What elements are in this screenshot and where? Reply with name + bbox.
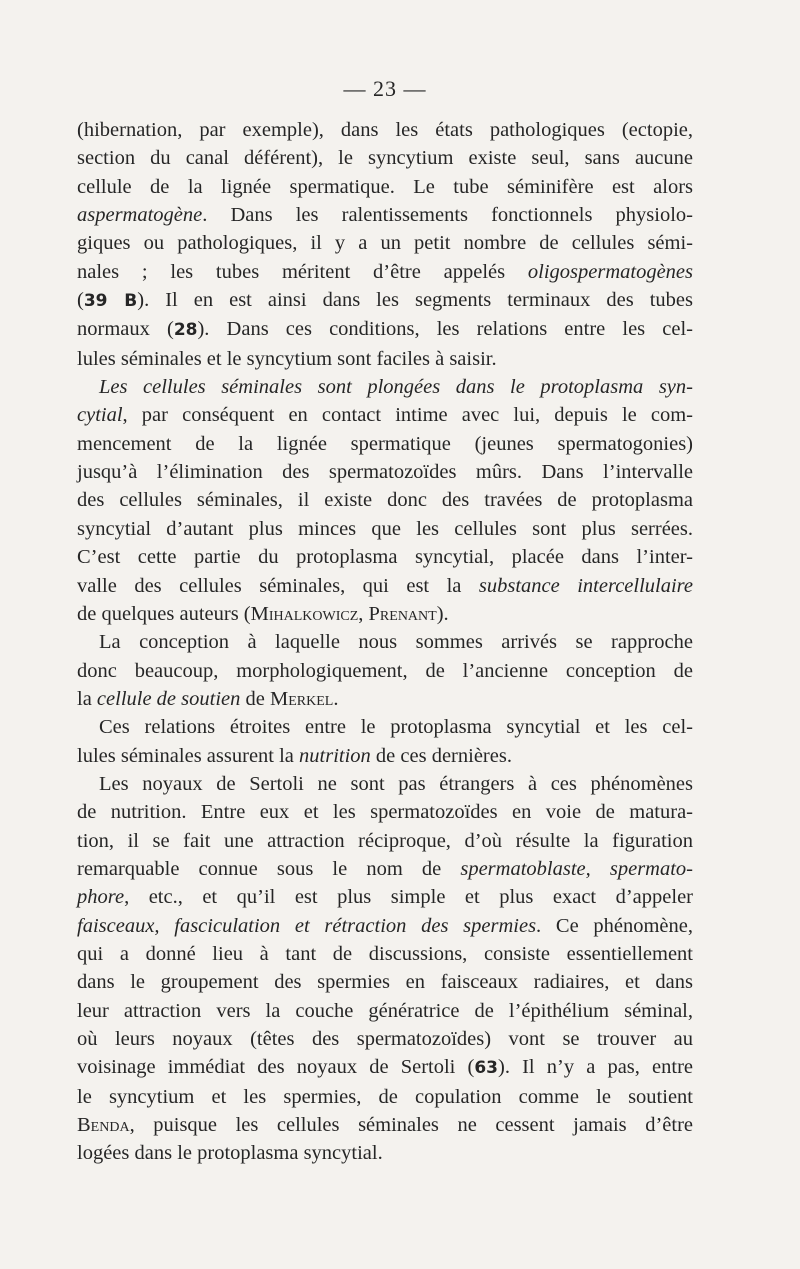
text-run: syncytial d’autant plus minces que les cellules sont plus serrées. — [77, 517, 693, 540]
text-run: dans le groupement des spermies en faisceaux radiaires, et dans — [77, 971, 693, 994]
author-name: Benda — [77, 1114, 130, 1137]
body-text — [77, 116, 693, 1168]
author-name: Prenant — [368, 602, 437, 625]
text-run: ). Dans ces conditions, les relations entre les cel- — [197, 318, 693, 341]
text-line — [77, 373, 693, 401]
text-line — [77, 798, 693, 826]
text-line — [77, 770, 693, 798]
text-run: C’est cette partie du protoplasma syncytial, placée dans l’inter- — [77, 546, 693, 569]
italic-term: cytial — [77, 404, 123, 427]
text-run: de quelques auteurs ( — [77, 602, 251, 625]
text-run: voisinage immédiat des noyaux de Sertoli ( — [77, 1056, 475, 1079]
text-run: La conception à laquelle nous sommes arrivés se rapproche — [99, 631, 693, 654]
text-line — [77, 201, 693, 229]
text-line — [77, 600, 693, 628]
text-run: nales ; les tubes méritent d’être appelés — [77, 260, 528, 283]
text-line — [77, 258, 693, 286]
figure-reference: 39 B — [83, 291, 138, 312]
text-line — [77, 315, 693, 344]
italic-term: faisceaux, fasciculation et rétraction des spermies — [77, 914, 537, 937]
italic-term: spermatoblaste, spermato- — [460, 857, 693, 880]
text-line — [77, 229, 693, 257]
text-run: jusqu’à l’élimination des spermatozoïdes mûrs. Dans l’intervalle — [77, 461, 693, 484]
text-run: Les noyaux de Sertoli ne sont pas étrangers à ces phénomènes — [99, 772, 693, 795]
author-name: Merkel — [269, 687, 334, 710]
italic-term: oligospermatogènes — [527, 260, 693, 283]
text-line — [77, 657, 693, 685]
text-line — [77, 912, 693, 940]
text-line — [77, 1053, 693, 1082]
text-run: , etc., et qu’il est plus simple et plus exact d’appeler — [124, 886, 693, 909]
text-run: remarquable connue sous le nom de — [77, 857, 461, 880]
text-line — [77, 458, 693, 486]
text-line — [77, 883, 693, 911]
text-line — [77, 345, 693, 373]
text-run: donc beaucoup, morphologiquement, de l’ancienne conception de — [77, 659, 693, 682]
paragraph-1 — [77, 116, 693, 373]
text-line — [77, 742, 693, 770]
page-number: — 23 — — [343, 76, 427, 101]
text-run: des cellules séminales, il existe donc des travées de protoplasma — [77, 489, 693, 512]
text-run: cellule de la lignée spermatique. Le tube séminifère est alors — [77, 175, 693, 198]
text-run: leur attraction vers la couche génératrice de l’épithélium séminal, — [77, 999, 693, 1022]
text-run: qui a donné lieu à tant de discussions, consiste essentiellement — [77, 942, 693, 965]
text-line — [77, 1083, 693, 1111]
figure-reference: 28 — [173, 320, 198, 341]
paragraph-2 — [77, 373, 693, 628]
text-line — [77, 855, 693, 883]
text-line — [77, 144, 693, 172]
text-run: où leurs noyaux (têtes des spermatozoïdes) vont se trouver au — [77, 1028, 693, 1050]
text-line — [77, 286, 693, 315]
text-run: giques ou pathologiques, il y a un petit nombre de cellules sémi- — [77, 232, 693, 255]
text-line — [77, 430, 693, 458]
text-line — [77, 572, 693, 600]
text-run: normaux ( — [77, 318, 174, 341]
italic-term: substance intercellulaire — [478, 574, 693, 597]
text-run: , par conséquent en contact intime avec lui, depuis le com- — [122, 404, 693, 427]
text-run: valle des cellules séminales, qui est la — [77, 574, 479, 597]
text-line — [77, 116, 693, 144]
text-run: ). Il en est ainsi dans les segments terminaux des tubes — [137, 289, 693, 312]
text-line — [77, 1111, 693, 1139]
text-run: de ces dernières. — [370, 744, 512, 767]
text-line — [77, 543, 693, 571]
italic-term: aspermatogène — [77, 204, 203, 227]
text-run: logées dans le protoplasma syncytial. — [77, 1142, 383, 1165]
text-line — [77, 628, 693, 656]
italic-term: phore — [77, 886, 125, 909]
text-line — [77, 968, 693, 996]
text-line — [77, 486, 693, 514]
text-run: de — [240, 687, 270, 710]
text-line — [77, 401, 693, 429]
text-line — [77, 1139, 693, 1167]
text-run: ). — [436, 602, 449, 625]
text-line — [77, 173, 693, 201]
text-run: . Ce phénomène, — [536, 914, 694, 937]
author-name: Mihalkowicz — [250, 602, 359, 625]
text-run: lules séminales et le syncytium sont faciles à saisir. — [77, 347, 497, 370]
paragraph-3 — [77, 628, 693, 713]
paragraph-5 — [77, 770, 693, 1168]
text-line — [77, 685, 693, 713]
text-line — [77, 997, 693, 1025]
figure-reference: 63 — [474, 1058, 498, 1079]
text-line — [77, 940, 693, 968]
text-run: mencement de la lignée spermatique (jeunes spermatogonies) — [77, 432, 693, 455]
text-run: tion, il se fait une attraction réciproque, d’où résulte la figuration — [77, 829, 693, 852]
text-run: la — [77, 687, 97, 710]
text-run: (hibernation, par exemple), dans les états pathologiques (ectopie, — [77, 119, 693, 141]
text-line — [77, 827, 693, 855]
text-line — [77, 515, 693, 543]
italic-term: cellule de soutien — [96, 687, 241, 710]
italic-term: Les cellules séminales sont plongées dans le protoplasma syn- — [99, 376, 693, 399]
text-run: , puisque les cellules séminales ne cessent jamais d’être — [129, 1114, 693, 1137]
text-run: , — [358, 602, 369, 625]
text-run: ( — [77, 289, 84, 312]
text-run: . Dans les ralentissements fonctionnels physiolo- — [202, 204, 693, 227]
text-line — [77, 1025, 693, 1053]
text-run: de nutrition. Entre eux et les spermatozoïdes en voie de matura- — [77, 801, 693, 824]
text-run: . — [333, 687, 339, 710]
text-line — [77, 713, 693, 741]
text-run: le syncytium et les spermies, de copulation comme le soutient — [77, 1085, 693, 1108]
text-run: Ces relations étroites entre le protoplasma syncytial et les cel- — [99, 716, 693, 739]
paragraph-4 — [77, 713, 693, 770]
text-run: ). Il n’y a pas, entre — [498, 1056, 693, 1079]
italic-term: nutrition — [299, 744, 371, 767]
text-run: lules séminales assurent la — [77, 744, 300, 767]
text-run: section du canal déférent), le syncytium existe seul, sans aucune — [77, 147, 693, 170]
